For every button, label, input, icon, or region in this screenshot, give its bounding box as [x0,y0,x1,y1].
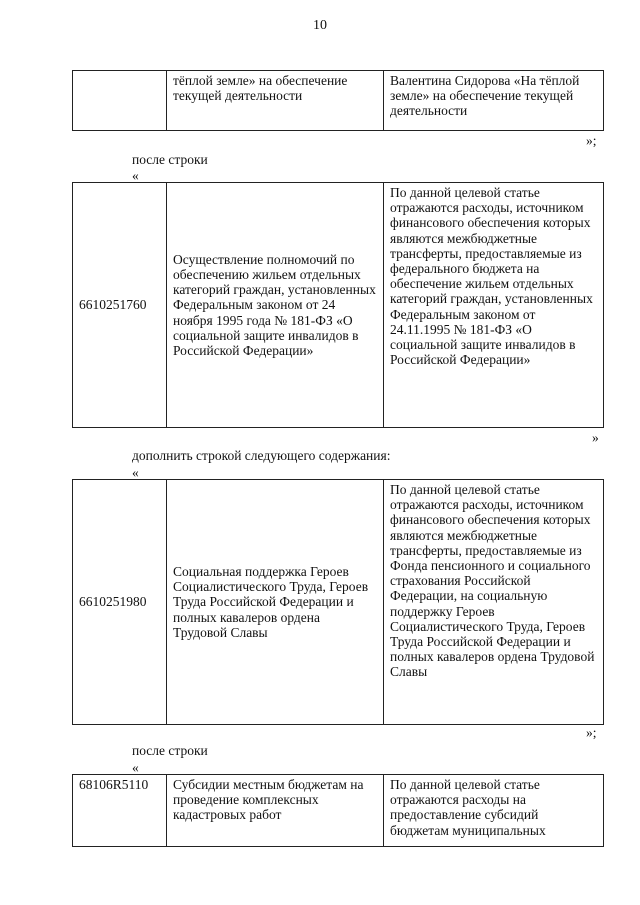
after-row-label: после строки [132,152,208,167]
code-cell: 68106R5110 [73,775,167,847]
name-cell: Субсидии местным бюджетам на проведение комплексных кадастровых работ [167,775,384,847]
name-cell: Социальная поддержка Героев Социалистического Труда, Героев Труда Российской Федерации и полных кавалеров ордена Трудовой Славы [167,480,384,725]
budget-table-2 [72,182,604,428]
code-cell: 6610251980 [73,480,167,725]
closing-quote: » [592,430,599,445]
table-row [73,183,604,428]
budget-table-1 [72,70,604,131]
name-cell: Осуществление полномочий по обеспечению жильем отдельных категорий граждан, установленных Федеральным законом от 24 ноября 1995 года № 181-ФЗ «О социальной защите инвалидов в Российской Федерации» [167,183,384,428]
budget-table-4 [72,774,604,847]
description-cell: По данной целевой статье отражаются расходы на предоставление субсидий бюджетам муниципальных [384,775,604,847]
after-row-label: после строки [132,743,208,758]
code-cell: 6610251760 [73,183,167,428]
closing-quote: »; [586,133,597,148]
page-number: 10 [313,18,327,33]
opening-quote: « [132,168,139,183]
opening-quote: « [132,760,139,775]
closing-quote: »; [586,725,597,740]
code-cell [73,71,167,131]
name-cell: тёплой земле» на обеспечение текущей деятельности [167,71,384,131]
description-cell: По данной целевой статье отражаются расходы, источником финансового обеспечения которых являются межбюджетные трансферты, предоставляемые из федерального бюджета на обеспечение жильем отдельных категорий граждан, установленных Федеральным законом от 24.11.1995 № 181-ФЗ «О социальной защите инвалидов в Российской Федерации» [384,183,604,428]
budget-table-3 [72,479,604,725]
description-cell: По данной целевой статье отражаются расходы, источником финансового обеспечения которых являются межбюджетные трансферты, предоставляемые из Фонда пенсионного и социального страхования Российской Федерации, на социальную поддержку Героев Социалистического Труда, Героев Труда Российской Федерации и полных кавалеров ордена Трудовой Славы [384,480,604,725]
table-row [73,775,604,847]
opening-quote: « [132,465,139,480]
description-cell: Валентина Сидорова «На тёплой земле» на обеспечение текущей деятельности [384,71,604,131]
table-row [73,71,604,131]
table-row [73,480,604,725]
add-row-label: дополнить строкой следующего содержания: [132,448,391,463]
